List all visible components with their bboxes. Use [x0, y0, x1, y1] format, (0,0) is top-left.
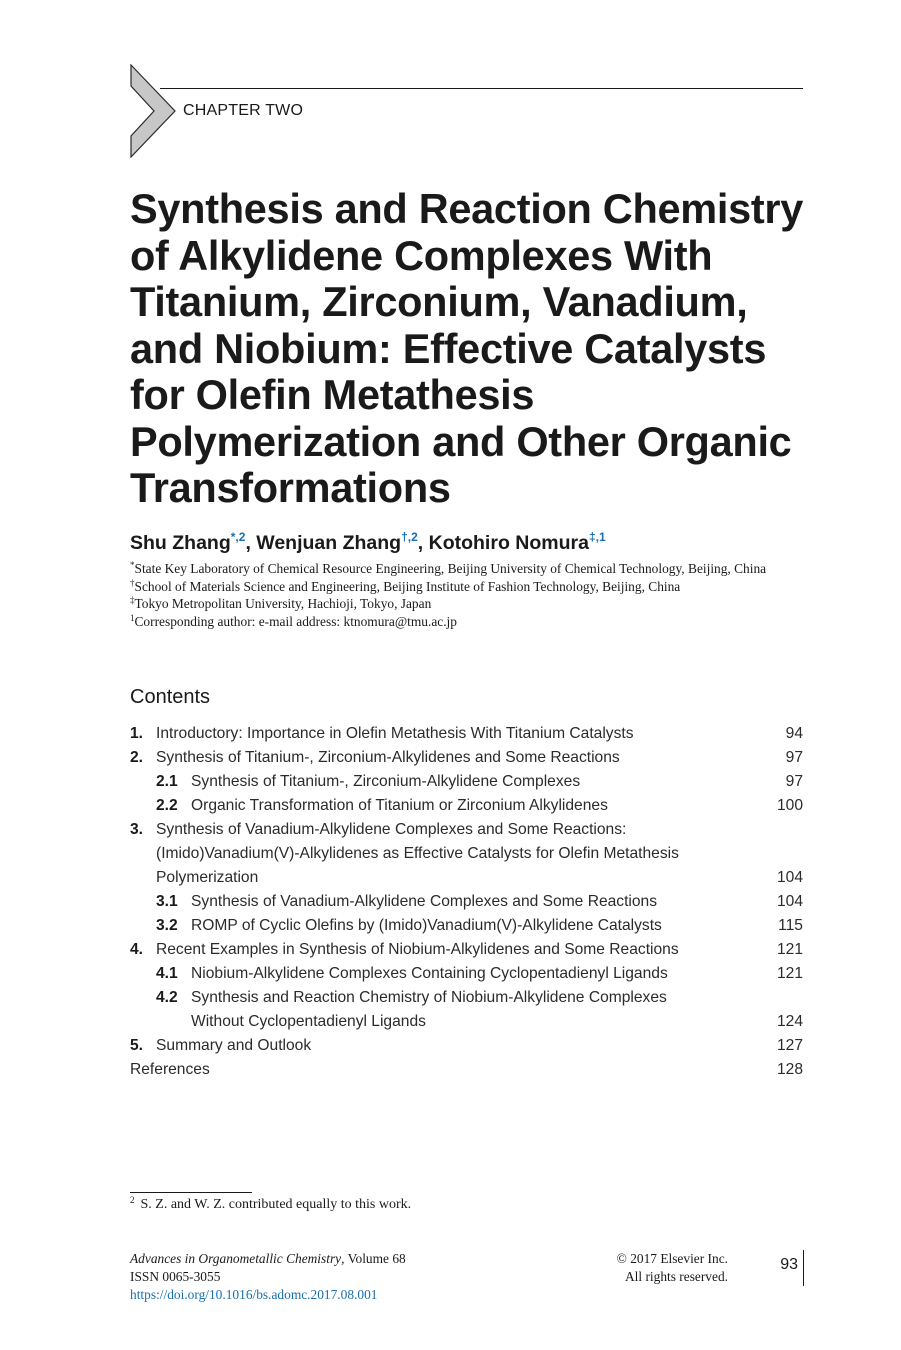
- toc-entry[interactable]: [130, 962, 803, 986]
- author-marks[interactable]: ‡,1: [588, 530, 606, 544]
- toc-entry[interactable]: [130, 938, 803, 962]
- affiliation: [130, 578, 802, 596]
- toc-entry-number: 4.2: [156, 989, 178, 1006]
- toc-entry-number: 3.: [130, 821, 144, 838]
- toc-entry-title: Synthesis of Titanium-, Zirconium-Alkylidenes and Some Reactions: [156, 749, 620, 766]
- toc-entry-title: Synthesis of Titanium-, Zirconium-Alkylidene Complexes: [191, 773, 581, 790]
- affiliation-mark: †: [130, 577, 135, 588]
- toc-entry-number: 4.: [130, 941, 144, 958]
- toc-entry-title: References: [130, 1061, 210, 1078]
- toc-entry-title: Polymerization: [156, 869, 259, 886]
- author-marks[interactable]: †,2: [401, 530, 418, 544]
- affiliation-text: Corresponding author: e-mail address: ktnomura@tmu.ac.jp: [134, 613, 457, 629]
- journal-issn: ISSN 0065-3055: [130, 1269, 221, 1284]
- author-separator: ,: [417, 532, 429, 554]
- copyright-notice: [560, 1250, 728, 1286]
- affiliation: [130, 595, 802, 613]
- chapter-rule: [160, 88, 803, 89]
- page-number-rule: [803, 1250, 804, 1286]
- affiliation-list: [130, 560, 802, 630]
- toc-entry-title: Organic Transformation of Titanium or Zirconium Alkylidenes: [191, 797, 608, 814]
- toc-entry[interactable]: [130, 890, 803, 914]
- journal-volume: , Volume 68: [341, 1251, 406, 1266]
- copyright-line: © 2017 Elsevier Inc.: [616, 1251, 728, 1266]
- toc-entry-title: Synthesis and Reaction Chemistry of Niobium-Alkylidene Complexes: [191, 989, 667, 1006]
- footnote-rule: [130, 1192, 252, 1193]
- toc-entry-page: 115: [778, 917, 803, 934]
- author-marks[interactable]: *,2: [230, 530, 246, 544]
- toc-entry-page: 121: [776, 941, 803, 958]
- toc-entry[interactable]: [130, 794, 803, 818]
- toc-entry-title: Summary and Outlook: [156, 1037, 312, 1054]
- toc-entry-number: 2.1: [156, 773, 178, 790]
- toc-entry-title: (Imido)Vanadium(V)-Alkylidenes as Effective Catalysts for Olefin Metathesis: [156, 845, 679, 862]
- toc-entry-page: 124: [776, 1013, 803, 1030]
- toc-entry[interactable]: [130, 914, 803, 938]
- table-of-contents: [130, 722, 803, 1082]
- toc-entry-page: 127: [776, 1037, 803, 1054]
- toc-entry-title: Without Cyclopentadienyl Ligands: [191, 1013, 426, 1030]
- footnote-mark: 2: [130, 1195, 135, 1205]
- toc-entry[interactable]: [130, 1058, 803, 1082]
- toc-entry-page: 100: [776, 797, 803, 814]
- affiliation: [130, 560, 802, 578]
- toc-entry-title: Niobium-Alkylidene Complexes Containing Cyclopentadienyl Ligands: [191, 965, 668, 982]
- affiliation-mark: *: [130, 560, 135, 570]
- footnote-text: S. Z. and W. Z. contributed equally to this work.: [140, 1197, 412, 1212]
- author-name: Wenjuan Zhang: [256, 532, 402, 554]
- affiliation: [130, 613, 802, 631]
- chapter-chevron-icon: [130, 64, 176, 158]
- author-list: [130, 532, 606, 555]
- toc-entry[interactable]: [130, 818, 803, 842]
- toc-entry[interactable]: [130, 746, 803, 770]
- affiliation-mark: ‡: [130, 595, 135, 605]
- toc-entry-number: 2.: [130, 749, 144, 766]
- toc-entry[interactable]: [130, 770, 803, 794]
- toc-entry-number: 5.: [130, 1037, 144, 1054]
- toc-entry-number: 1.: [130, 725, 144, 742]
- toc-entry-page: 128: [776, 1061, 803, 1078]
- toc-entry-page: 121: [776, 965, 803, 982]
- toc-entry-title: Synthesis of Vanadium-Alkylidene Complexes and Some Reactions:: [156, 821, 627, 838]
- footnote: [130, 1197, 411, 1213]
- chapter-title: Synthesis and Reaction Chemistry of Alkylidene Complexes With Titanium, Zirconium, Vanadium, and Niobium: Effective Catalysts for Olefin Metathesis Polymerization and Other Organic Transformations: [130, 185, 804, 511]
- toc-entry[interactable]: [130, 842, 803, 866]
- toc-entry-page: 94: [785, 725, 803, 742]
- toc-entry-number: 3.1: [156, 893, 178, 910]
- affiliation-mark: 1: [130, 612, 135, 623]
- chapter-label: CHAPTER TWO: [183, 102, 304, 119]
- toc-entry[interactable]: [130, 866, 803, 890]
- toc-entry-title: Synthesis of Vanadium-Alkylidene Complexes and Some Reactions: [191, 893, 658, 910]
- toc-entry-page: 104: [776, 869, 803, 886]
- affiliation-text: Tokyo Metropolitan University, Hachioji, Tokyo, Japan: [134, 596, 432, 611]
- toc-entry-page: 97: [785, 773, 803, 790]
- toc-entry-title: Introductory: Importance in Olefin Metathesis With Titanium Catalysts: [156, 725, 634, 742]
- toc-entry[interactable]: [130, 986, 803, 1010]
- toc-entry[interactable]: [130, 1010, 803, 1034]
- rights-line: All rights reserved.: [624, 1269, 728, 1284]
- toc-entry-title: Recent Examples in Synthesis of Niobium-Alkylidenes and Some Reactions: [156, 941, 679, 958]
- page-number: 93: [780, 1256, 798, 1273]
- journal-info: [130, 1250, 406, 1304]
- affiliation-text: State Key Laboratory of Chemical Resource Engineering, Beijing University of Chemical Technology, Beijing, China: [134, 561, 767, 576]
- author-name: Kotohiro Nomura: [428, 532, 589, 554]
- toc-entry-number: 2.2: [156, 797, 178, 814]
- toc-entry[interactable]: [130, 722, 803, 746]
- author-separator: ,: [245, 532, 257, 554]
- toc-entry[interactable]: [130, 1034, 803, 1058]
- toc-entry-number: 3.2: [156, 917, 178, 934]
- toc-entry-title: ROMP of Cyclic Olefins by (Imido)Vanadium(V)-Alkylidene Catalysts: [191, 917, 662, 934]
- toc-entry-page: 104: [776, 893, 803, 910]
- toc-entry-number: 4.1: [156, 965, 178, 982]
- affiliation-text: School of Materials Science and Engineering, Beijing Institute of Fashion Technology, Beijing, China: [134, 578, 681, 594]
- toc-entry-page: 97: [785, 749, 803, 766]
- author-name: Shu Zhang: [130, 532, 231, 554]
- journal-name: Advances in Organometallic Chemistry: [130, 1251, 342, 1266]
- contents-heading: Contents: [130, 686, 211, 708]
- doi-link[interactable]: https://doi.org/10.1016/bs.adomc.2017.08.001: [130, 1287, 378, 1302]
